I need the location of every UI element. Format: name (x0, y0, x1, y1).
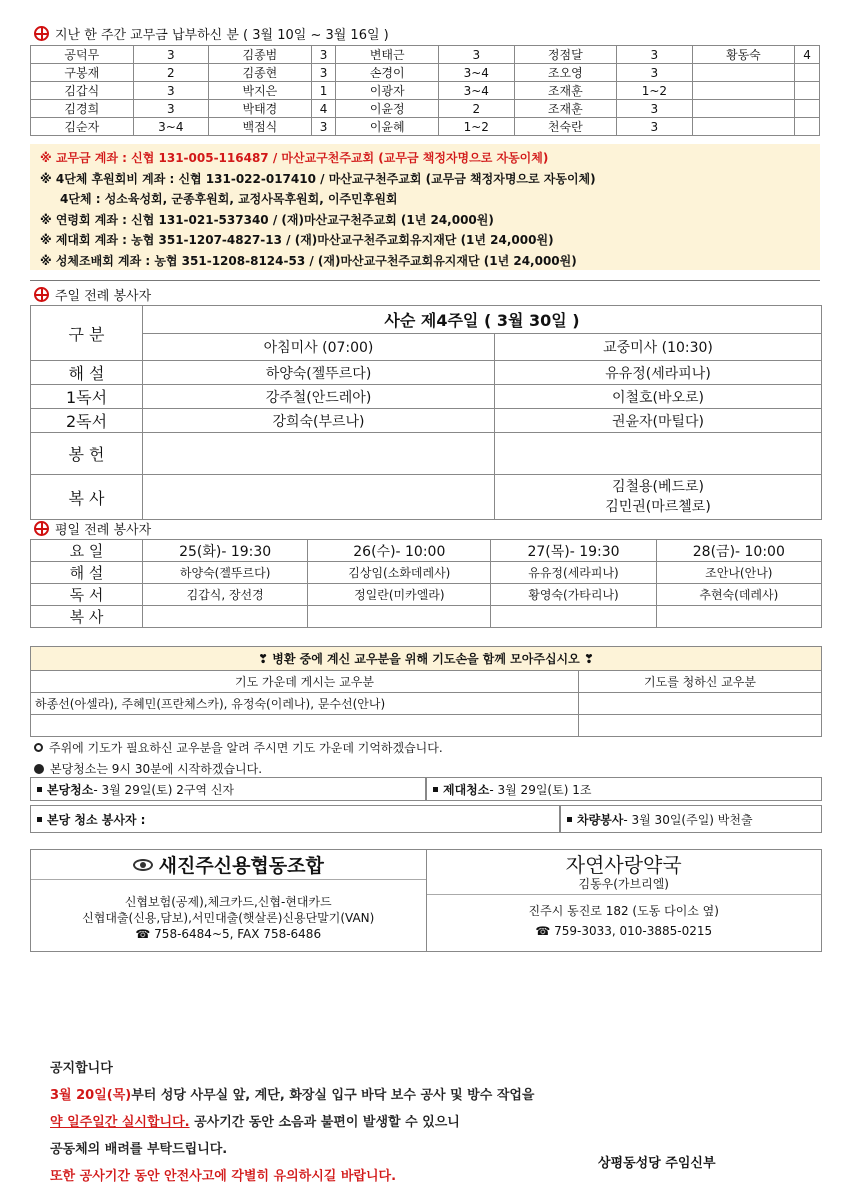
donor-name: 정점달 (514, 46, 617, 64)
cleaning-label: 본당청소 (47, 782, 94, 797)
account-line: ※ 교무금 계좌 : 신협 131-005-116487 / 마산교구천주교회 (교무금 책정자명으로 자동이체) (40, 151, 549, 165)
note-text: 본당청소는 9시 30분에 시작하겠습니다. (50, 762, 263, 776)
donor-count (795, 118, 820, 136)
server-cell: 강주철(안드레아) (143, 385, 495, 409)
account-line: ※ 성체조배회 계좌 : 농협 351-1208-8124-53 / (재)마산교구천주교회유지재단 (1년 24,000원) (40, 253, 577, 268)
donor-name: 변태근 (336, 46, 439, 64)
server-cell: 조안나(안나) (656, 562, 821, 584)
donor-name: 황동숙 (692, 46, 795, 64)
donor-count: 4 (311, 100, 336, 118)
server-cell: 추현숙(데레사) (656, 584, 821, 606)
role-cell: 2독서 (31, 409, 143, 433)
notice-date: 3월 20일(목) (50, 1088, 132, 1103)
offering-row (31, 118, 820, 136)
donor-count: 3~4 (439, 64, 514, 82)
donor-count: 3~4 (439, 82, 514, 100)
server-cell: 유유정(세라피나) (491, 562, 656, 584)
prayer-col2-header: 기도를 청하신 교우분 (579, 671, 822, 693)
donor-count: 2 (133, 64, 208, 82)
server-cell (656, 606, 821, 628)
weekday-servers-table (30, 539, 822, 628)
cross-icon (34, 26, 49, 41)
server-cell: 하양숙(젤뚜르다) (143, 361, 495, 385)
weekday-row (31, 562, 822, 584)
donor-count: 3 (617, 46, 692, 64)
role-cell: 해 설 (31, 361, 143, 385)
ad-line: ☎ 758-6484~5, FAX 758-6486 (135, 927, 322, 941)
donor-name (692, 100, 795, 118)
ad-title-text: 새진주신용협동조합 (158, 855, 324, 877)
account-line: ※ 4단체 후원회비 계좌 : 신협 131-022-017410 / 마산교구천주교회 (교무금 책정자명으로 자동이체) (40, 171, 596, 186)
role-cell: 1독서 (31, 385, 143, 409)
role-cell: 복 사 (31, 606, 143, 628)
server-cell (491, 606, 656, 628)
donor-count: 4 (795, 46, 820, 64)
credit-union-logo-icon (133, 859, 153, 871)
cleaning-label: 제대청소 (443, 782, 490, 797)
cleaning-volunteers-box (30, 805, 560, 833)
server-cell: 김상임(소화데레사) (308, 562, 491, 584)
donor-count (795, 82, 820, 100)
donor-count: 3 (133, 46, 208, 64)
server-cell (143, 433, 495, 475)
cross-icon (34, 521, 49, 536)
cross-icon (34, 287, 49, 302)
offering-row (31, 46, 820, 64)
day-header: 28(금)- 10:00 (656, 540, 821, 562)
donor-count: 3 (133, 82, 208, 100)
offerings-table (30, 45, 820, 136)
cleaning-label: 본당 청소 봉사자 : (47, 812, 146, 827)
donor-count: 3 (439, 46, 514, 64)
donor-count: 3 (311, 118, 336, 136)
sunday-title: 주일 전례 봉사자 (55, 289, 152, 304)
account-line: 4단체 : 성소육성회, 군종후원회, 교정사목후원회, 이주민후원회 (60, 192, 398, 206)
cleaning-box (30, 777, 426, 801)
notice-line (50, 1109, 535, 1136)
donor-count: 3~4 (133, 118, 208, 136)
server-cell (308, 606, 491, 628)
weekday-section-title (34, 519, 151, 538)
role-cell: 봉 헌 (31, 433, 143, 475)
day-header: 27(목)- 19:30 (491, 540, 656, 562)
server-name: 김민권(마르첼로) (605, 499, 711, 515)
mass1-header: 아침미사 (07:00) (143, 334, 495, 361)
donor-name: 김순자 (31, 118, 134, 136)
weekday-title: 평일 전례 봉사자 (55, 523, 152, 538)
day-header: 25(화)- 19:30 (143, 540, 308, 562)
prayer-table (30, 646, 822, 737)
sunday-heading: 사순 제4주일 ( 3월 30일 ) (143, 306, 822, 334)
notice (50, 1055, 535, 1190)
notice-line: 또한 공사기간 동안 안전사고에 각별히 유의하시길 바랍니다. (50, 1169, 397, 1184)
note-text: 주위에 기도가 필요하신 교우분을 알려 주시면 기도 가운데 기억하겠습니다. (49, 741, 443, 755)
weekday-header-row (31, 540, 822, 562)
ad-credit-union (31, 850, 426, 951)
donor-count: 1~2 (439, 118, 514, 136)
notice-line (50, 1082, 535, 1109)
donor-name: 조재훈 (514, 100, 617, 118)
offering-row (31, 100, 820, 118)
prayer-empty-cell (31, 715, 579, 737)
donor-name: 박지은 (209, 82, 312, 100)
ad-line: ☎ 759-3033, 010-3885-0215 (535, 924, 713, 938)
donor-count: 3 (617, 100, 692, 118)
prayer-empty-cell (579, 715, 822, 737)
cleaning-value: - 3월 29일(토) 2구역 신자 (93, 782, 235, 797)
role-cell: 독 서 (31, 584, 143, 606)
divider (30, 280, 820, 281)
offerings-title: 지난 한 주간 교무금 납부하신 분 ( 3월 10일 ~ 3월 16일 ) (55, 28, 389, 43)
prayer-banner: ❣ 병환 중에 계신 교우분을 위해 기도손을 함께 모아주십시오 ❣ (31, 647, 822, 671)
donor-name: 조재훈 (514, 82, 617, 100)
ad-line: 김동우(가브리엘) (427, 876, 822, 895)
server-cell: 하양숙(젤뚜르다) (143, 562, 308, 584)
bullet-icon (567, 817, 572, 822)
weekday-row (31, 584, 822, 606)
server-cell (143, 606, 308, 628)
notice-signature: 상평동성당 주임신부 (598, 1156, 716, 1171)
server-cell: 유유정(세라피나) (495, 361, 822, 385)
donor-count: 1 (311, 82, 336, 100)
vehicle-service-box (560, 805, 822, 833)
prayer-requesters (579, 693, 822, 715)
server-cell (495, 475, 822, 520)
server-cell: 김갑식, 장선경 (143, 584, 308, 606)
bullet-icon (37, 787, 42, 792)
ad-title (427, 850, 822, 876)
server-cell: 정일란(미카엘라) (308, 584, 491, 606)
donor-name (692, 118, 795, 136)
server-cell (143, 475, 495, 520)
donor-name: 이윤정 (336, 100, 439, 118)
role-cell: 요 일 (31, 540, 143, 562)
server-cell: 권윤자(마틸다) (495, 409, 822, 433)
donor-name: 김경희 (31, 100, 134, 118)
ad-title (31, 850, 426, 880)
ad-line: 신협대출(신용,담보),서민대출(햇살론)신용단말기(VAN) (82, 911, 375, 925)
donor-name: 공덕무 (31, 46, 134, 64)
donor-count: 3 (311, 46, 336, 64)
donor-name: 이윤혜 (336, 118, 439, 136)
ad-title-text: 자연사랑약국 (565, 852, 682, 877)
note-prayer (34, 739, 443, 756)
altar-cleaning-box (426, 777, 822, 801)
notice-text: 부터 성당 사무실 앞, 계단, 화장실 입구 바닥 보수 공사 및 방수 작업을 (131, 1088, 535, 1103)
donor-name: 김종현 (209, 64, 312, 82)
cleaning-value: - 3월 30일(주일) 박천출 (623, 812, 753, 827)
donor-name (692, 82, 795, 100)
sunday-servers-table (30, 305, 822, 520)
donor-name: 천숙란 (514, 118, 617, 136)
ad-pharmacy (426, 850, 822, 951)
offerings-section-title (34, 24, 389, 43)
donor-name: 구봉재 (31, 64, 134, 82)
notice-period: 약 일주일간 실시합니다. (50, 1115, 190, 1130)
bullet-icon (433, 787, 438, 792)
donor-name: 김종범 (209, 46, 312, 64)
donor-name: 박태경 (209, 100, 312, 118)
donor-count (795, 100, 820, 118)
category-cell: 구 분 (31, 306, 143, 361)
notice-heading: 공지합니다 (50, 1061, 113, 1076)
donor-name: 손경이 (336, 64, 439, 82)
prayer-col1-header: 기도 가운데 게시는 교우분 (31, 671, 579, 693)
donor-count: 3 (617, 64, 692, 82)
ad-line: 진주시 동진로 182 (도동 다이소 옆) (528, 904, 719, 918)
cleaning-label: 차량봉사 (577, 812, 624, 827)
open-circle-icon (34, 743, 43, 752)
note-cleaning (34, 760, 262, 777)
server-cell (495, 433, 822, 475)
account-line: ※ 제대회 계좌 : 농협 351-1207-4827-13 / (재)마산교구천주교회유지재단 (1년 24,000원) (40, 233, 554, 247)
donor-count: 3 (617, 118, 692, 136)
cleaning-value: - 3월 29일(토) 1조 (489, 782, 592, 797)
day-header: 26(수)- 10:00 (308, 540, 491, 562)
donor-count: 2 (439, 100, 514, 118)
account-line: ※ 연령회 계좌 : 신협 131-021-537340 / (재)마산교구천주교회 (1년 24,000원) (40, 212, 494, 227)
sunday-section-title (34, 285, 151, 304)
donor-count (795, 64, 820, 82)
donor-count: 3 (311, 64, 336, 82)
donor-name (692, 64, 795, 82)
donor-name: 이광자 (336, 82, 439, 100)
role-cell: 해 설 (31, 562, 143, 584)
donor-name: 김갑식 (31, 82, 134, 100)
role-cell: 복 사 (31, 475, 143, 520)
ads-box (30, 849, 822, 952)
filled-circle-icon (34, 764, 44, 774)
offering-row (31, 64, 820, 82)
mass2-header: 교중미사 (10:30) (495, 334, 822, 361)
offering-row (31, 82, 820, 100)
notice-line: 공동체의 배려를 부탁드립니다. (50, 1142, 228, 1157)
server-cell: 이철호(바오로) (495, 385, 822, 409)
accounts-box (30, 144, 820, 270)
notice-text: 공사기간 동안 소음과 불편이 발생할 수 있으니 (189, 1115, 460, 1130)
server-cell: 황영숙(가타리나) (491, 584, 656, 606)
bullet-icon (37, 817, 42, 822)
prayer-names: 하종선(아셀라), 주혜민(프란체스카), 유정숙(이레나), 문수선(안나) (31, 693, 579, 715)
donor-name: 조오영 (514, 64, 617, 82)
donor-count: 1~2 (617, 82, 692, 100)
server-name: 김철용(베드로) (611, 479, 705, 495)
donor-count: 3 (133, 100, 208, 118)
server-cell: 강희숙(부르나) (143, 409, 495, 433)
donor-name: 백점식 (209, 118, 312, 136)
weekday-row (31, 606, 822, 628)
ad-line: 신협보험(공제),체크카드,신협-현대카드 (124, 895, 332, 909)
